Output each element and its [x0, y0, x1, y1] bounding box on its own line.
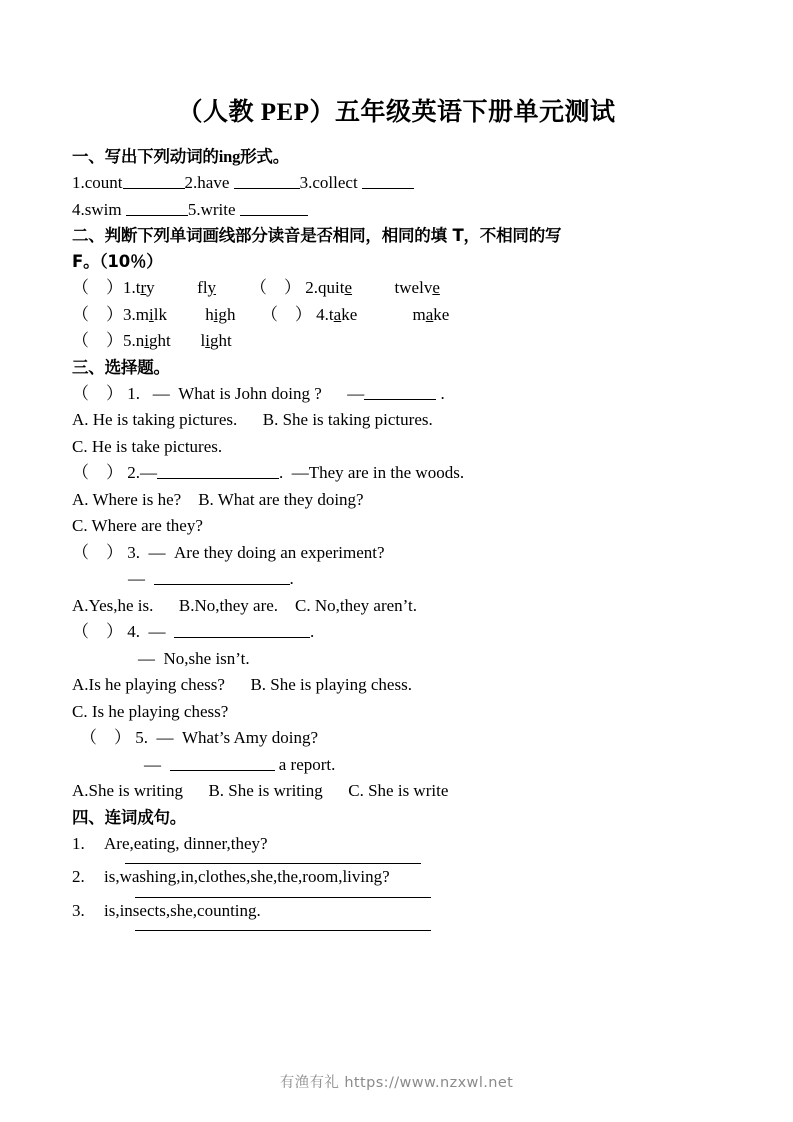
pron-row-2-w4-underlined: a: [425, 304, 434, 324]
reorder-item-3-text: is,insects,she,counting.: [104, 900, 261, 920]
pron-row-2-w1-tail: lk: [153, 304, 167, 324]
q3-answer-line: [72, 566, 721, 593]
q2-stem: [72, 460, 721, 487]
q4-stem: [72, 619, 721, 646]
section-one-line-1: [72, 170, 721, 197]
q2-stem-text[interactable]: （ ） 2.—: [72, 463, 157, 482]
reorder-item-2-index: 2.: [72, 867, 85, 886]
blank-q5[interactable]: [170, 753, 275, 770]
pron-row-2-w3-underlined: a: [333, 304, 342, 324]
section-one-heading: [72, 144, 721, 170]
q4-options-ab[interactable]: A.Is he playing chess? B. She is playing chess.: [72, 675, 412, 694]
q5-answer-tail: a report.: [274, 754, 336, 774]
section-one-heading-cn-a: 一、写出下列动词的: [72, 147, 219, 166]
reorder-item-3-index: 3.: [72, 900, 85, 920]
blank-collect[interactable]: [362, 172, 414, 189]
blank-count[interactable]: [123, 172, 185, 189]
pron-row-1-w2-underlined: y: [207, 278, 217, 297]
q2-option-c[interactable]: C. Where are they?: [72, 516, 203, 535]
reorder-item-1-text: Are,eating, dinner,they?: [104, 833, 268, 853]
pron-row-1-spacer-2: twelv: [352, 278, 433, 297]
section-one-heading-cn-b: 形式。: [240, 147, 290, 166]
reorder-item-2: [72, 864, 721, 891]
pron-row-1-spacer-1: fl: [154, 278, 208, 297]
q4-option-c[interactable]: C. Is he playing chess?: [72, 701, 229, 721]
pron-row-2-paren-1[interactable]: （ ）3.m: [72, 304, 149, 324]
section-two-heading-line-1: 二、判断下列单词画线部分读音是否相同，相同的填 T，不相同的写: [72, 226, 562, 245]
pron-row-3-w1-tail: ght: [148, 331, 171, 350]
pron-row-3-spacer-1: l: [170, 331, 206, 350]
pron-row-3-w1-underlined: i: [144, 331, 149, 350]
q3-dash: —: [128, 569, 154, 588]
blank-have[interactable]: [234, 172, 300, 189]
q1-stem-tail: .: [436, 383, 445, 403]
section-one-heading-ing: ing: [218, 147, 241, 166]
q4-answer: — No,she isn’t.: [138, 648, 250, 668]
q4-stem-tail: .: [310, 622, 315, 641]
pron-row-1-w1-tail: y: [146, 278, 155, 297]
blank-write[interactable]: [240, 198, 308, 215]
blank-q1[interactable]: [364, 382, 436, 399]
q2-stem-tail: . —They are in the woods.: [279, 463, 465, 482]
q1-stem-text[interactable]: （ ） 1. — What is John doing ? —: [72, 383, 365, 403]
pron-row-1-paren-2[interactable]: （ ） 2.quit: [216, 278, 345, 297]
pron-row-1-w4-underlined: e: [432, 278, 440, 297]
pron-row-3-w2-underlined: i: [205, 331, 210, 350]
spacer: [72, 128, 721, 144]
reorder-answer-rule-3[interactable]: [135, 930, 431, 931]
q1-stem: [72, 381, 721, 408]
blank-q3[interactable]: [154, 568, 290, 585]
reorder-item-2-text: is,washing,in,clothes,she,the,room,living?: [104, 867, 390, 886]
pron-row-2-paren-2[interactable]: （ ） 4.t: [235, 304, 334, 324]
pron-row-1-w1-underlined: r: [140, 278, 147, 297]
pron-row-1-w3-underlined: e: [344, 278, 353, 297]
pron-row-2-w1-underlined: i: [148, 304, 154, 324]
pron-row-2: [72, 302, 721, 329]
blank-q4[interactable]: [174, 621, 310, 638]
verb-have: 2.have: [184, 173, 234, 192]
q5-options[interactable]: A.She is writing B. She is writing C. She is write: [72, 781, 449, 800]
section-three-heading: 三、选择题。: [72, 357, 170, 377]
q5-stem[interactable]: （ ） 5. — What’s Amy doing?: [80, 728, 318, 747]
pron-row-2-w2-underlined: ig: [213, 304, 227, 324]
q3-options[interactable]: A.Yes,he is. B.No,they are. C. No,they aren’t.: [72, 595, 417, 615]
section-one-line-2: [72, 197, 721, 224]
pron-row-2-spacer-1: h: [166, 304, 214, 324]
blank-q2[interactable]: [157, 462, 279, 479]
q2-options-ab[interactable]: A. Where is he? B. What are they doing?: [72, 489, 364, 509]
q5-dash: —: [144, 754, 170, 774]
section-two-heading-line-2: F。（10％）: [72, 252, 163, 271]
blank-swim[interactable]: [126, 198, 188, 215]
section-four-heading: 四、连词成句。: [72, 807, 187, 827]
q3-answer-tail: .: [289, 569, 294, 588]
pron-row-1: [72, 275, 721, 302]
pron-row-2-w2-tail: h: [226, 304, 236, 324]
q1-options-ab[interactable]: A. He is taking pictures. B. She is taking pictures.: [72, 410, 433, 429]
verb-collect: 3.collect: [299, 173, 362, 192]
footer-watermark: 有渔有礼 https://www.nzxwl.net: [279, 1075, 514, 1091]
verb-swim: 4.swim: [72, 199, 126, 219]
pron-row-1-paren-1[interactable]: （ ）1.t: [72, 278, 141, 297]
verb-write: 5.write: [187, 199, 240, 219]
q3-stem[interactable]: （ ） 3. — Are they doing an experiment?: [72, 542, 385, 562]
reorder-item-1-index: 1.: [72, 833, 85, 853]
pron-row-2-w3-tail: ke: [341, 304, 358, 324]
pron-row-3-w2-tail: ght: [209, 331, 232, 350]
pron-row-2-spacer-2: m: [357, 304, 426, 324]
pron-row-3: [72, 328, 721, 355]
q5-answer-line: [72, 752, 721, 779]
q4-stem-text[interactable]: （ ） 4. —: [72, 622, 174, 641]
page-title: （人教 PEP）五年级英语下册单元测试: [177, 99, 616, 126]
reorder-item-1: [72, 831, 721, 858]
verb-count: 1.count: [72, 173, 123, 192]
pron-row-2-w4-tail: ke: [433, 304, 450, 324]
reorder-item-3: [72, 898, 721, 925]
q1-option-c[interactable]: C. He is take pictures.: [72, 436, 223, 456]
pron-row-3-paren-1[interactable]: （ ）5.n: [72, 331, 145, 350]
